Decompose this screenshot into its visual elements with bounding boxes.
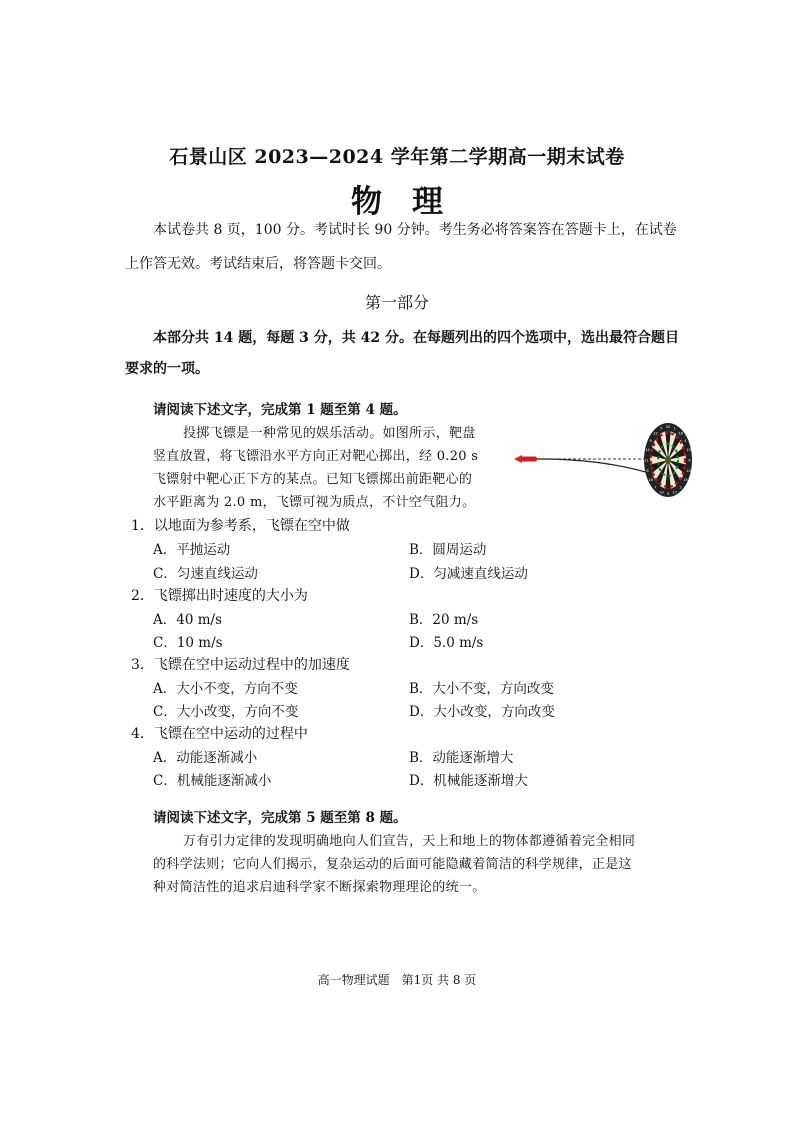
dartboard-number: 13 <box>686 448 691 453</box>
group1-text-line-3: 飞镖射中靶心正下方的某点。已知飞镖掷出前距靶心的 <box>153 472 473 487</box>
group1-prompt: 请阅读下述文字，完成第 1 题至第 4 题。 <box>153 402 407 418</box>
dartboard-number: 19 <box>659 490 664 495</box>
dartboard-number: 15 <box>683 478 688 483</box>
dartboard-number: 8 <box>646 468 649 473</box>
instructions-line-2: 上作答无效。考试结束后，将答题卡交回。 <box>125 256 391 272</box>
trajectory-curve <box>548 459 656 475</box>
dartboard-number: 1 <box>673 426 676 431</box>
question-1-option-d[interactable]: D．匀减速直线运动 <box>409 566 528 582</box>
dartboard-number: 11 <box>644 458 649 463</box>
part-desc-line-1: 本部分共 14 题，每题 3 分，共 42 分。在每题列出的四个选项中，选出最符合题目 <box>153 330 679 346</box>
question-4-option-a[interactable]: A．动能逐渐减小 <box>153 750 258 766</box>
question-2-option-d[interactable]: D．5.0 m/s <box>409 635 484 651</box>
group2-text-line-1: 万有引力定律的发现明确地向人们宣告，天上和地上的物体都遵循着完全相同 <box>183 834 636 849</box>
dart-figure <box>508 420 698 500</box>
dartboard-icon <box>644 423 692 497</box>
question-1-option-b[interactable]: B．圆周运动 <box>409 542 487 558</box>
dartboard-number: 18 <box>678 431 683 436</box>
question-2-option-c[interactable]: C．10 m/s <box>153 635 223 651</box>
dartboard-number: 2 <box>679 485 682 490</box>
group2-prompt: 请阅读下述文字，完成第 5 题至第 8 题。 <box>153 810 407 826</box>
question-4-option-d[interactable]: D．机械能逐渐增大 <box>409 773 528 789</box>
dartboard-number: 12 <box>653 431 658 436</box>
dart-icon <box>514 455 550 463</box>
group1-text-line-2: 竖直放置，将飞镖沿水平方向正对靶心掷出，经 0.20 s <box>153 449 479 464</box>
question-1-option-a[interactable]: A．平抛运动 <box>153 542 231 558</box>
dartboard-number: 14 <box>645 448 650 453</box>
question-1-stem: 1．以地面为参考系，飞镖在空中做 <box>131 518 350 534</box>
question-3-option-c[interactable]: C．大小改变，方向不变 <box>153 704 299 720</box>
dartboard-number: 9 <box>649 438 652 443</box>
question-2-option-a[interactable]: A．40 m/s <box>153 612 222 628</box>
part-desc-line-2: 要求的一项。 <box>125 361 209 377</box>
dartboard-number: 6 <box>688 458 691 463</box>
subject-title: 物理 <box>351 184 473 220</box>
group1-text-line-1: 投掷飞镖是一种常见的娱乐活动。如图所示，靶盘 <box>183 426 476 441</box>
exam-title: 石景山区 2023—2024 学年第二学期高一期末试卷 <box>169 146 625 168</box>
question-3-stem: 3．飞镖在空中运动过程中的加速度 <box>131 657 350 673</box>
group1-text-line-4: 水平距离为 2.0 m，飞镖可视为质点，不计空气阻力。 <box>153 495 476 510</box>
dartboard-number: 3 <box>666 492 670 496</box>
question-3-option-b[interactable]: B．大小不变，方向改变 <box>409 681 554 697</box>
question-3-option-d[interactable]: D．大小改变，方向改变 <box>409 704 555 720</box>
dartboard-number: 16 <box>648 478 653 483</box>
question-4-stem: 4．飞镖在空中运动的过程中 <box>131 726 308 742</box>
instructions-line-1: 本试卷共 8 页，100 分。考试时长 90 分钟。考生务必将答案答在答题卡上，在试卷 <box>153 222 677 238</box>
page-footer: 高一物理试题 第1页 共 8 页 <box>317 973 477 987</box>
question-1-option-c[interactable]: C．匀速直线运动 <box>153 566 258 582</box>
question-3-option-a[interactable]: A．大小不变，方向不变 <box>153 681 298 697</box>
dartboard-number: 17 <box>672 490 677 495</box>
dartboard-number: 4 <box>684 438 687 443</box>
question-2-option-b[interactable]: B．20 m/s <box>409 612 479 628</box>
part-heading: 第一部分 <box>364 293 429 312</box>
dartboard-number: 20 <box>665 425 671 429</box>
question-4-option-c[interactable]: C．机械能逐渐减小 <box>153 773 272 789</box>
question-2-stem: 2．飞镖掷出时速度的大小为 <box>131 588 308 604</box>
question-4-option-b[interactable]: B．动能逐渐增大 <box>409 750 514 766</box>
dartboard-number: 5 <box>660 426 663 431</box>
group2-text-line-3: 种对简洁性的追求启迪科学家不断探索物理理论的统一。 <box>153 880 486 895</box>
group2-text-line-2: 的科学法则；它向人们揭示，复杂运动的后面可能隐藏着简洁的科学规律，正是这 <box>153 857 632 872</box>
dartboard-number: 7 <box>654 485 657 490</box>
dartboard-number: 10 <box>686 468 691 473</box>
